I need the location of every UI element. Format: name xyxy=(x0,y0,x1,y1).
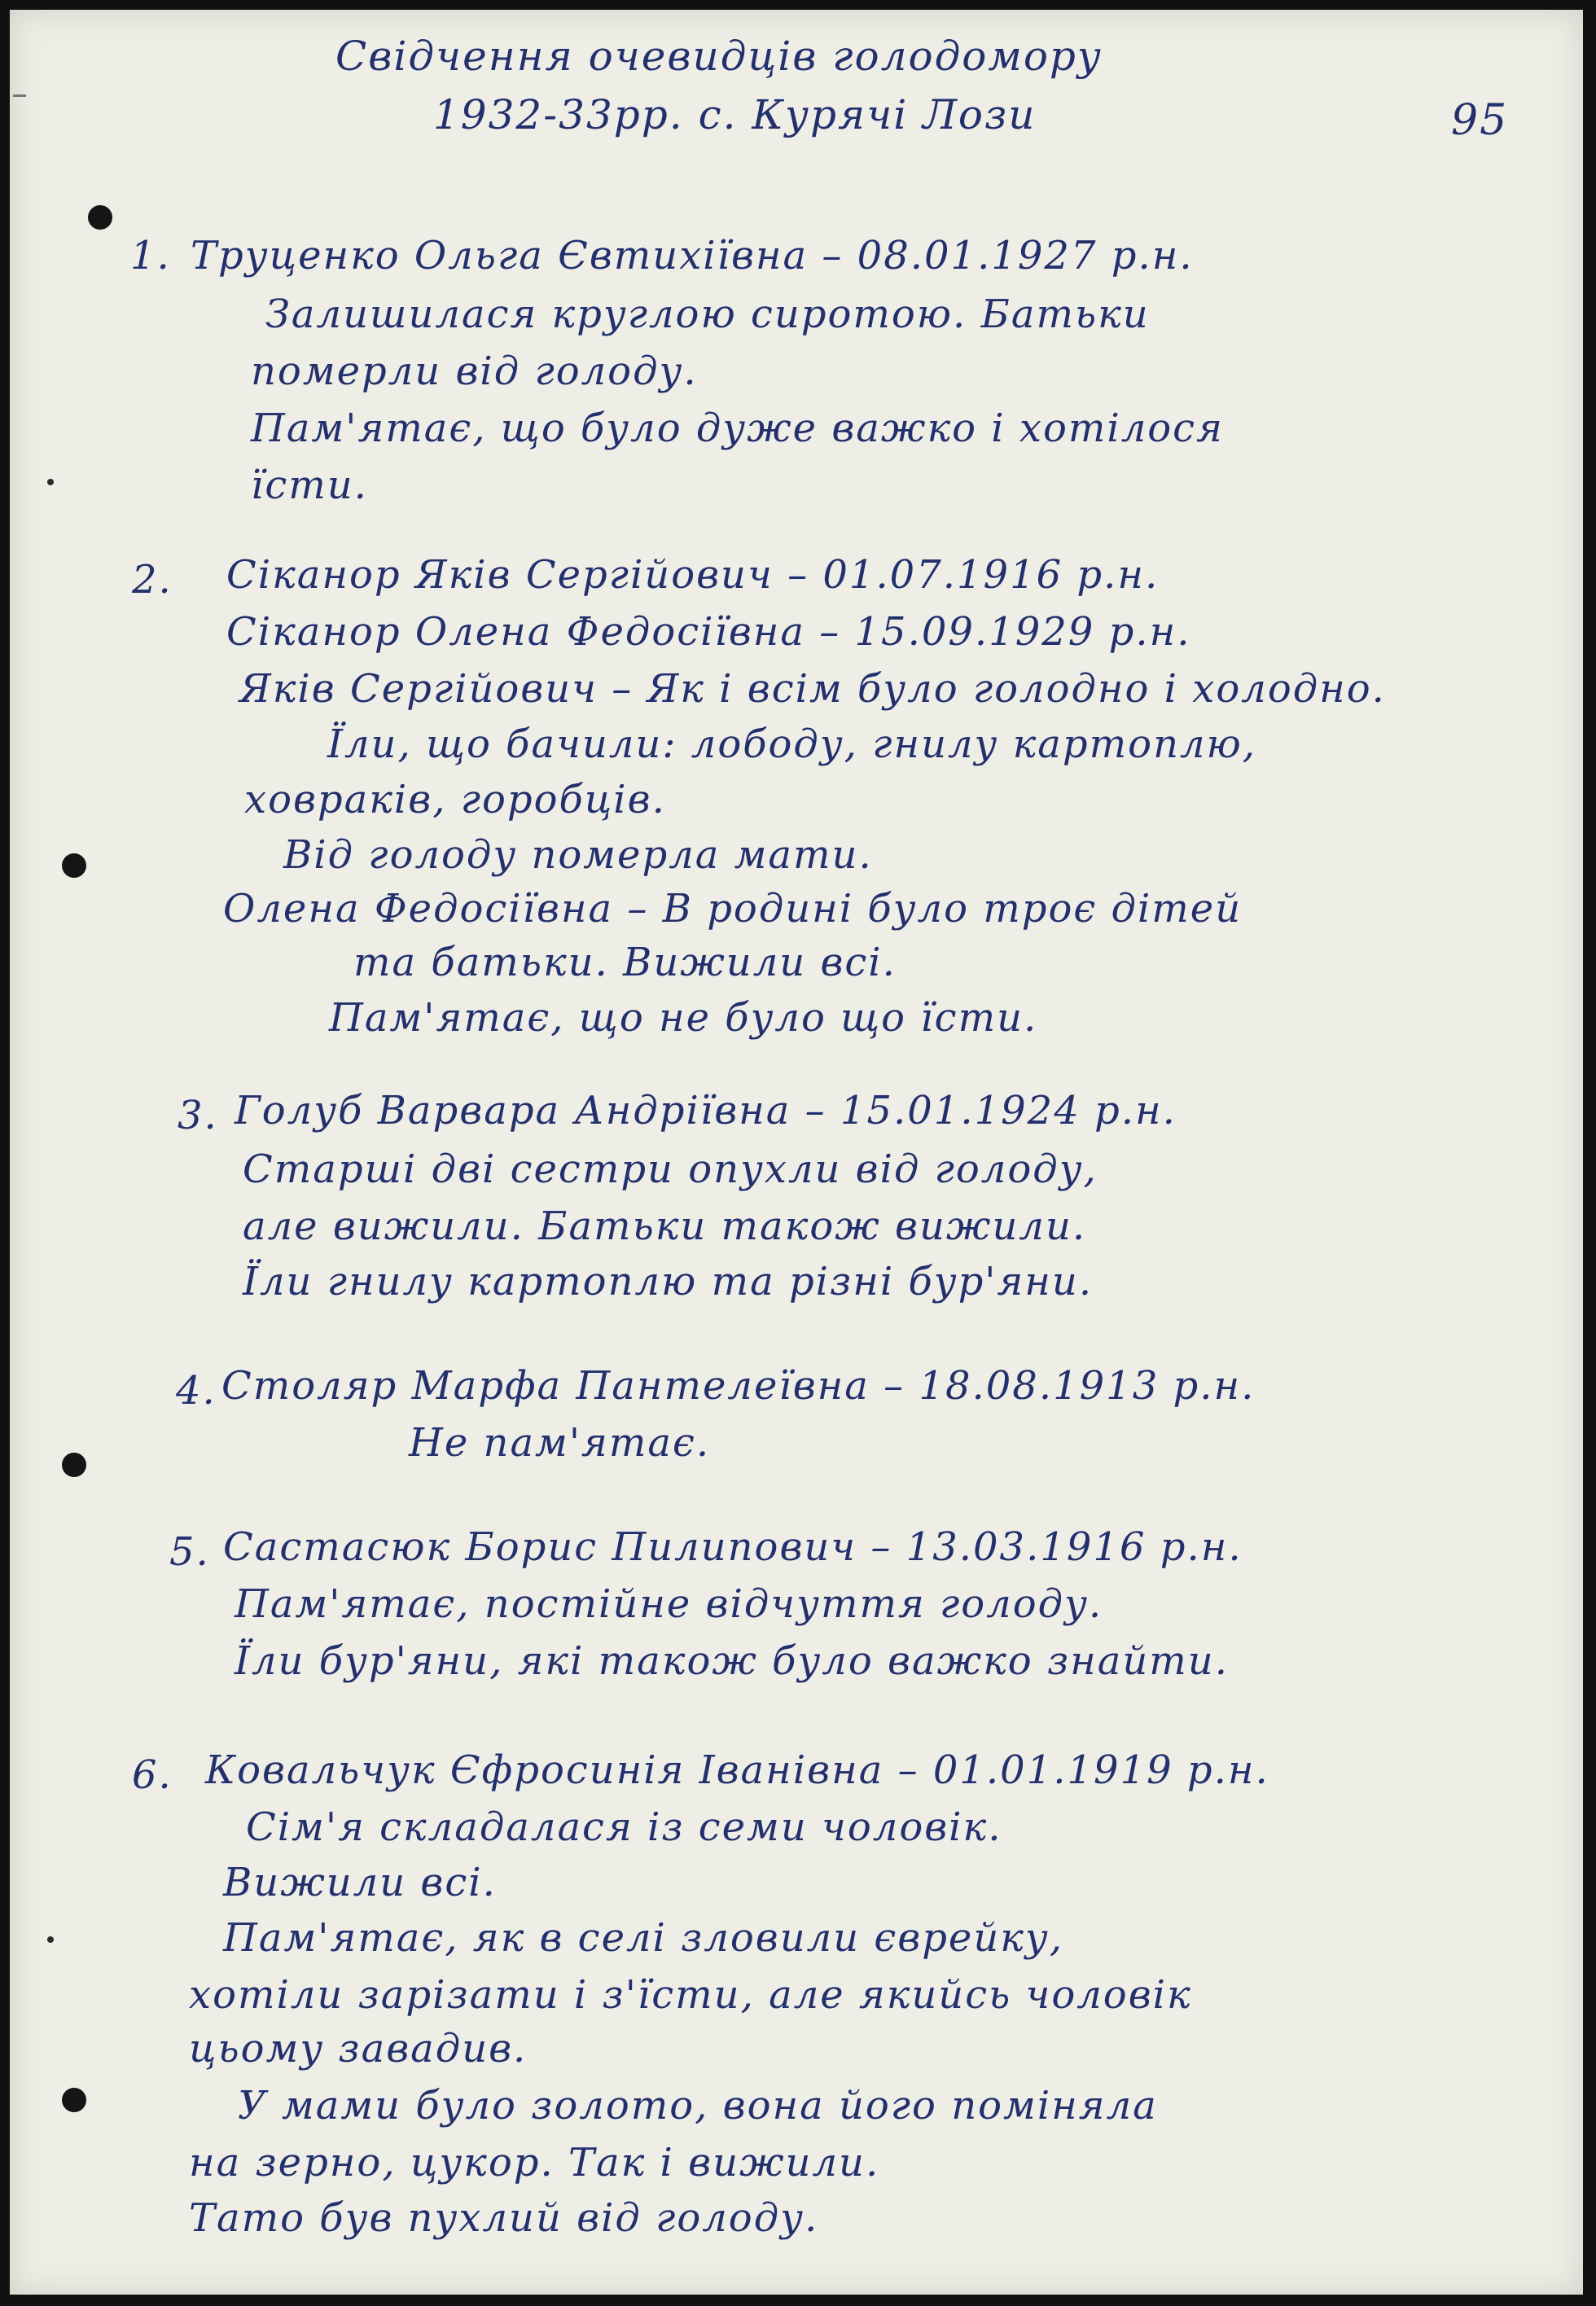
entry-5-number: 5. xyxy=(169,1529,210,1575)
binder-hole-middle-upper xyxy=(62,853,86,878)
entry-6-line-7: У мами було золото, вона його поміняла xyxy=(238,2083,1158,2128)
title-line-2: 1932-33рр. с. Курячі Лози xyxy=(433,91,1037,138)
handwritten-page xyxy=(10,10,1583,2295)
entry-4-line-1: Столяр Марфа Пантелеївна – 18.08.1913 р.н. xyxy=(221,1363,1256,1409)
entry-6-line-3: Вижили всі. xyxy=(223,1860,497,1905)
entry-2-line-5: ховраків, горобців. xyxy=(244,777,666,822)
entry-6-line-6: цьому завадив. xyxy=(189,2026,528,2071)
entry-3-line-3: але вижили. Батьки також вижили. xyxy=(243,1203,1087,1249)
entry-6-line-4: Пам'ятає, як в селі зловили єврейку, xyxy=(223,1915,1063,1961)
paper-mark xyxy=(13,94,26,97)
entry-1-line-4: Пам'ятає, що було дуже важко і хотілося xyxy=(251,406,1224,451)
entry-3-line-4: Їли гнилу картоплю та різні бур'яни. xyxy=(243,1259,1094,1304)
title-line-1: Свідчення очевидців голодомору xyxy=(335,33,1103,80)
entry-2-line-7: Олена Федосіївна – В родині було троє дітей xyxy=(223,886,1243,932)
entry-3-line-2: Старші дві сестри опухли від голоду, xyxy=(243,1146,1098,1192)
entry-6-line-9: Тато був пухлий від голоду. xyxy=(189,2195,819,2241)
entry-1-line-2: Залишилася круглою сиротою. Батьки xyxy=(265,292,1150,337)
entry-2-line-9: Пам'ятає, що не було що їсти. xyxy=(329,995,1038,1041)
entry-2-number: 2. xyxy=(132,557,173,603)
entry-2-line-2: Сіканор Олена Федосіївна – 15.09.1929 р.н. xyxy=(226,609,1191,655)
binder-hole-top xyxy=(88,205,112,230)
entry-3-number: 3. xyxy=(178,1093,218,1138)
paper-speck xyxy=(47,479,54,485)
entry-1-number: 1. xyxy=(130,233,171,278)
binder-hole-bottom xyxy=(62,2088,86,2112)
entry-2-line-3: Яків Сергійович – Як і всім було голодно і холодно. xyxy=(239,666,1386,712)
entry-2-line-6: Від голоду померла мати. xyxy=(283,832,873,878)
entry-1-line-1: Труценко Ольга Євтихіївна – 08.01.1927 р.н. xyxy=(191,233,1194,278)
page-number: 95 xyxy=(1451,96,1509,145)
entry-4-line-2: Не пам'ятає. xyxy=(409,1420,711,1466)
entry-5-line-1: Састасюк Борис Пилипович – 13.03.1916 р.н. xyxy=(223,1524,1243,1570)
paper-speck xyxy=(47,1936,54,1943)
entry-6-line-1: Ковальчук Єфросинія Іванівна – 01.01.1919 р.н. xyxy=(205,1747,1269,1793)
entry-6-line-5: хотіли зарізати і з'їсти, але якийсь чоловік xyxy=(189,1972,1192,2018)
entry-6-number: 6. xyxy=(132,1752,173,1798)
entry-6-line-2: Сім'я складалася із семи чоловік. xyxy=(246,1804,1002,1850)
entry-3-line-1: Голуб Варвара Андріївна – 15.01.1924 р.н. xyxy=(235,1088,1177,1133)
entry-5-line-2: Пам'ятає, постійне відчуття голоду. xyxy=(235,1581,1103,1627)
entry-2-line-1: Сіканор Яків Сергійович – 01.07.1916 р.н. xyxy=(226,552,1160,598)
entry-1-line-5: їсти. xyxy=(251,463,368,508)
entry-2-line-8: та батьки. Вижили всі. xyxy=(353,940,897,985)
entry-4-number: 4. xyxy=(176,1368,217,1414)
entry-5-line-3: Їли бур'яни, які також було важко знайти. xyxy=(235,1638,1229,1684)
entry-6-line-8: на зерно, цукор. Так і вижили. xyxy=(189,2140,880,2185)
entry-2-line-4: Їли, що бачили: лободу, гнилу картоплю, xyxy=(327,721,1257,767)
binder-hole-middle-lower xyxy=(62,1453,86,1477)
entry-1-line-3: померли від голоду. xyxy=(251,349,698,394)
